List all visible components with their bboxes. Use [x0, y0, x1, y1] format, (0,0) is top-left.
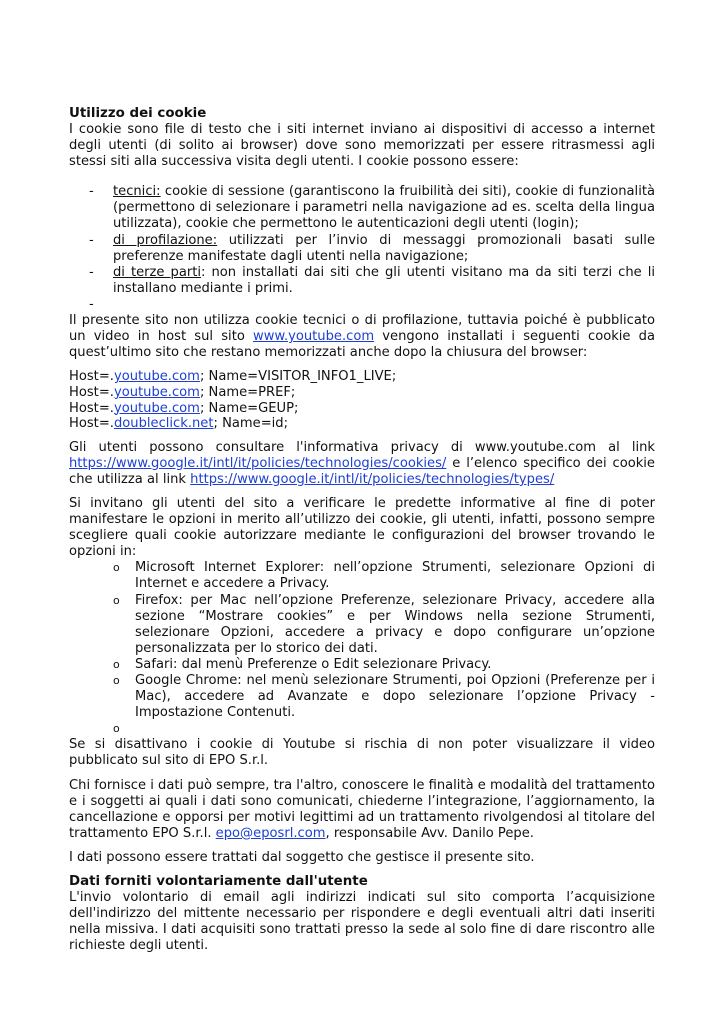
- cookie-intro: I cookie sono file di testo che i siti internet inviano ai dispositivi di accesso a internet degli utenti (di solito ai browser) dove sono memorizzati per essere ritrasmessi agli stessi siti alla successiva visita degli utenti. I cookie possono essere:: [69, 122, 655, 170]
- term: di profilazione:: [113, 232, 218, 248]
- email-link[interactable]: epo@eposrl.com: [215, 825, 326, 841]
- host-link[interactable]: youtube.com: [113, 384, 200, 400]
- host-link[interactable]: youtube.com: [113, 369, 200, 385]
- list-item: o Firefox: per Mac nell’opzione Preferenze, selezionare Privacy, accedere alla sezione “Mostrare cookies” e per Windows nella sezione Strumenti, selezionare Opzioni, accedere a privacy e dopo configurare un’opzione personalizzata per lo storico dei dati.: [113, 592, 655, 656]
- google-types-link[interactable]: https://www.google.it/intl/it/policies/technologies/types/: [190, 471, 555, 487]
- list-item: o Safari: dal menù Preferenze o Edit selezionare Privacy.: [113, 656, 492, 672]
- youtube-disable-note: Se si disattivano i cookie di Youtube si rischia di non poter visualizzare il video pubblicato sul sito di EPO S.r.l.: [69, 737, 655, 769]
- data-rights-paragraph: Chi fornisce i dati può sempre, tra l'altro, conoscere le finalità e modalità del trattamento e i soggetti ai quali i dati sono comunicati, chiederne l’integrazione, l’aggiornamento, la cancellazione e opporsi per motivi legittimi ad un trattamento rivolgendosi al titolare del trattamento EPO S.r.l. epo@eposrl.com, responsabile Avv. Danilo Pepe.: [69, 777, 655, 841]
- list-item: - di profilazione: utilizzati per l’invio di messaggi promozionali basati sulle preferenze manifestate dagli utenti nella navigazione;: [89, 232, 655, 264]
- host-row: Host=.youtube.com; Name=VISITOR_INFO1_LIVE;: [69, 369, 397, 385]
- youtube-paragraph: Il presente sito non utilizza cookie tecnici o di profilazione, tuttavia poiché è pubblicato un video in host sul sito www.youtube.com vengono installati i seguenti cookie da quest’ultimo sito che restano memorizzati anche dopo la chiusura del browser:: [69, 313, 656, 361]
- privacy-info-paragraph: Gli utenti possono consultare l'informativa privacy di www.youtube.com al link https://www.google.it/intl/it/policies/technologies/cookies/ e l’elenco specifico dei cookie che utilizza al link https://www.google.it/intl/it/policies/technologies/types/: [69, 439, 655, 487]
- list-item-empty: o: [113, 722, 120, 736]
- youtube-link[interactable]: www.youtube.com: [253, 329, 375, 345]
- browser-options-list: [69, 560, 655, 737]
- host-row: Host=.doubleclick.net; Name=id;: [69, 416, 289, 432]
- browser-options-intro: Si invitano gli utenti del sito a verificare le predette informative al fine di poter manifestare le opzioni in merito all’utilizzo dei cookie, gli utenti, infatti, possono sempre scegliere quali cookie autorizzare mediante le configurazioni del browser trovando le opzioni in:: [69, 495, 655, 560]
- term: tecnici:: [113, 184, 161, 200]
- host-row: Host=.youtube.com; Name=PREF;: [69, 384, 296, 400]
- cookie-types-list: [69, 184, 655, 313]
- host-row: Host=.youtube.com; Name=GEUP;: [69, 400, 299, 416]
- data-processing-note: I dati possono essere trattati dal soggetto che gestisce il presente sito.: [69, 849, 535, 865]
- list-item: - tecnici: cookie di sessione (garantiscono la fruibilità dei siti), cookie di funzionalità (permettono di selezionare i parametri nella navigazione ad es. scelta della lingua utilizzata), cookie che permettono le autenticazioni degli utenti (login);: [89, 184, 655, 232]
- list-item-empty: -: [89, 296, 94, 312]
- host-link[interactable]: doubleclick.net: [113, 416, 214, 432]
- heading-voluntary-data: Dati forniti volontariamente dall'utente: [69, 874, 368, 890]
- list-item: o Google Chrome: nel menù selezionare Strumenti, poi Opzioni (Preferenze per i Mac), accedere ad Avanzate e dopo selezionare l’opzione Privacy - Impostazione Contenuti.: [113, 673, 655, 721]
- host-link[interactable]: youtube.com: [113, 400, 200, 416]
- term: di terze parti: [113, 264, 202, 280]
- heading-cookie-usage: Utilizzo dei cookie: [69, 106, 207, 121]
- google-cookies-link[interactable]: https://www.google.it/intl/it/policies/technologies/cookies/: [69, 455, 447, 471]
- cookie-host-list: [69, 369, 655, 431]
- document-page: [69, 106, 655, 954]
- list-item: o Microsoft Internet Explorer: nell’opzione Strumenti, selezionare Opzioni di Internet e accedere a Privacy.: [113, 560, 655, 592]
- voluntary-data-paragraph: L'invio volontario di email agli indirizzi indicati sul sito comporta l’acquisizione dell'indirizzo del mittente necessario per rispondere e degli eventuali altri dati inseriti nella missiva. I dati acquisiti sono trattati presso la sede al solo fine di dare riscontro alle richieste degli utenti.: [69, 890, 655, 954]
- list-item: - di terze parti: non installati dai siti che gli utenti visitano ma da siti terzi che li installano mediante i primi.: [89, 264, 655, 296]
